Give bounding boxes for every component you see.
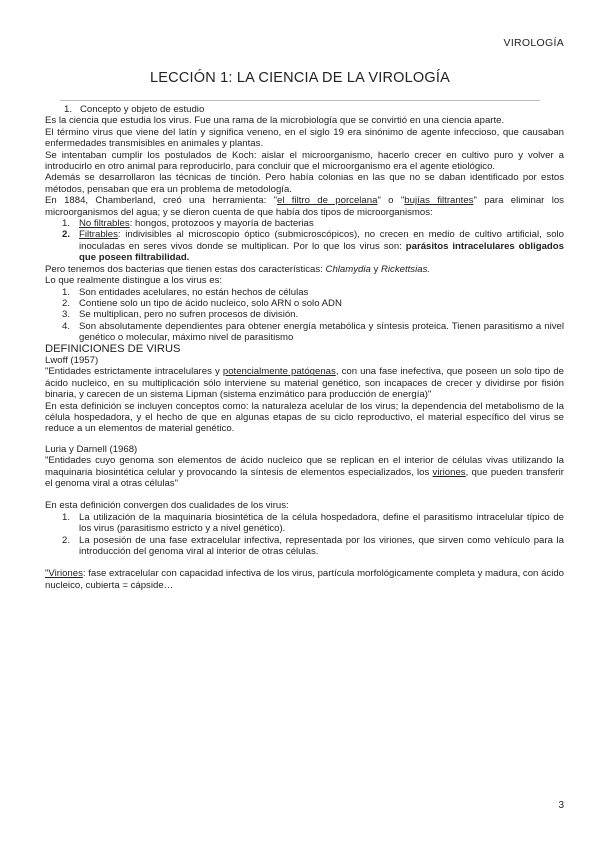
list-text: Son absolutamente dependientes para obtener energía metabólica y síntesis proteica. Tienen parasitismo a nivel genético o molecular, máximo nivel de parasitismo xyxy=(79,320,564,344)
text: : fase extracelular con capacidad infectiva de los virus, partícula morfológicamente completa y madura, con ácido nucleico, cubierta = cápside… xyxy=(45,568,564,591)
microorganism-types-list xyxy=(62,218,564,264)
text: "Entidades cuyo genoma son elementos de ácido nucleico que se replican en el interior de células vivas utilizando la maquinaria biosintética celular y provocando la síntesis de elementos especializados, los xyxy=(45,455,564,478)
underlined-term: Filtrables xyxy=(79,229,118,241)
text: Pero tenemos dos bacterias que tienen estas dos características: xyxy=(45,263,326,275)
title-divider xyxy=(60,100,540,101)
citation-author: Lwoff (1957) xyxy=(45,354,99,366)
paragraph xyxy=(45,264,564,275)
qualities-list xyxy=(62,512,564,558)
citation-author: Luria y Darnell (1968) xyxy=(45,443,138,455)
bold-text: parásitos intracelulares obligados que poseen filtrabilidad. xyxy=(79,240,564,264)
list-item xyxy=(62,535,564,558)
paragraph: En esta definición se incluyen conceptos como: la naturaleza acelular de los virus; la dependencia del metabolismo de la célula hospedadora, y el hecho de que en algunas etapas de su ciclo reproductivo, el material específico del virus se reduce a un elementos de material genético. xyxy=(45,400,564,435)
genus-name: Rickettsias. xyxy=(380,263,431,275)
text: : hongos, protozoos y mayoría de bacterias xyxy=(129,218,314,230)
paragraph: En esta definición convergen dos cualidades de los virus: xyxy=(45,500,289,512)
quote xyxy=(45,366,564,400)
definitions-block xyxy=(45,355,564,591)
list-text: Son entidades acelulares, no están hechos de células xyxy=(79,286,309,298)
text: y xyxy=(370,263,381,275)
list-number: 2. xyxy=(62,229,71,241)
list-number: 1. xyxy=(62,511,71,523)
text: " o " xyxy=(377,195,405,207)
page-title: LECCIÓN 1: LA CIENCIA DE LA VIROLOGÍA xyxy=(150,70,450,86)
genus-name: Chlamydia xyxy=(325,263,371,275)
section-number: 1. xyxy=(64,104,73,115)
virus-features-list xyxy=(62,287,564,344)
quote xyxy=(45,455,564,489)
list-item xyxy=(62,287,564,298)
document-body xyxy=(45,104,565,591)
section-title: Concepto y objeto de estudio xyxy=(80,104,205,115)
paragraph xyxy=(45,568,564,591)
paragraph: Además se desarrollaron las técnicas de tinción. Pero había colonias en las que no se daban identificado por estos métodos, pensaban que era un problema de metodología. xyxy=(45,172,564,195)
list-number: 2. xyxy=(62,297,71,309)
list-text: La posesión de una fase extracelular infectiva, representada por los viriones, que sirven como vehículo para la introducción del genoma viral al interior de otras células. xyxy=(79,534,564,558)
running-header: VIROLOGÍA xyxy=(503,37,564,49)
underlined-term: potencialmente patógenas xyxy=(222,366,336,378)
list-number: 4. xyxy=(62,320,71,332)
list-item xyxy=(62,309,564,320)
list-number: 1. xyxy=(62,218,71,230)
list-number: 1. xyxy=(62,286,71,298)
list-item xyxy=(62,218,564,229)
paragraph: Es la ciencia que estudia los virus. Fue una rama de la microbiología que se convirtió en una ciencia aparte. xyxy=(45,115,505,127)
section-heading xyxy=(62,104,564,115)
list-text: Se multiplican, pero no sufren procesos de división. xyxy=(79,309,299,321)
list-text: La utilización de la maquinaria biosintética de la célula hospedadora, define el parasitismo intracelular típico de los virus (parasitismo estricto y a nivel genético). xyxy=(79,511,564,535)
underlined-term: bujías filtrantes xyxy=(404,195,474,207)
list-item xyxy=(62,321,564,344)
list-item xyxy=(62,229,564,263)
list-item xyxy=(62,298,564,309)
text: , que pueden transferir el genoma viral a otras células" xyxy=(45,466,564,489)
list-item xyxy=(62,512,564,535)
paragraph: Se intentaban cumplir los postulados de Koch: aislar el microorganismo, hacerlo crecer en cultivo puro y volver a introducirlo en otro animal para reproducirlo, para concluir que el microorganismo era el agente etiológico. xyxy=(45,149,564,173)
list-number: 3. xyxy=(62,309,71,321)
text: " para eliminar los microorganismos del agua; y se dieron cuenta de que había dos tipos de microorganismos: xyxy=(45,195,564,218)
text: En 1884, Chamberland, creó una herramienta: " xyxy=(45,195,277,207)
list-text: Contiene solo un tipo de ácido nucleico, solo ARN o solo ADN xyxy=(79,297,342,309)
underlined-term: viriones xyxy=(432,466,466,478)
text: , con una fase inefectiva, que poseen un solo tipo de ácido nucleico, en su multiplicación sólo interviene su material genético, son incapaces de crecer y dividirse por fisión binaria, y carecen de un sistema Lipman (sistema enzimático para producción de energía)" xyxy=(45,366,565,401)
paragraph: El término virus que viene del latín y significa veneno, en el siglo 19 era sinónimo de agente infeccioso, que causaban enfermedades transmisibles en animales y plantas. xyxy=(45,126,564,150)
paragraph xyxy=(45,195,564,218)
underlined-term: No filtrables xyxy=(79,218,130,230)
definitions-heading: DEFINICIONES DE VIRUS xyxy=(45,342,181,355)
underlined-term: "Viriones xyxy=(45,568,83,580)
text: : indivisibles al microscopio óptico (submicroscópicos), no crecen en medio de cultivo artificial, solo inoculadas en seres vivos donde se multiplican. Por lo que los virus son: xyxy=(79,229,564,252)
text: "Entidades estrictamente intracelulares y xyxy=(45,366,223,378)
list-number: 2. xyxy=(62,534,71,546)
page-number: 3 xyxy=(558,800,564,811)
paragraph: Lo que realmente distingue a los virus es: xyxy=(45,275,223,287)
underlined-term: el filtro de porcelana xyxy=(277,195,378,207)
